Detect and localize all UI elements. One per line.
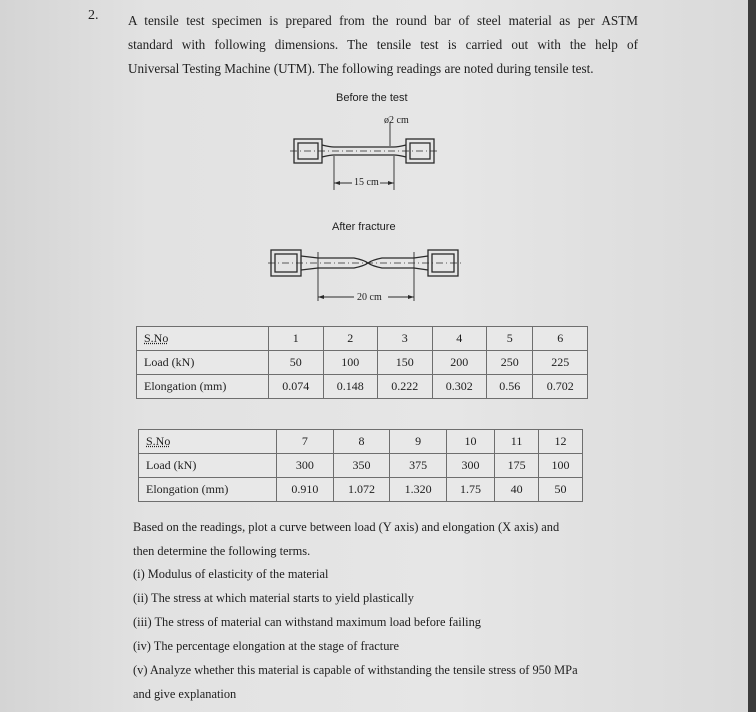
necked-top-edge — [301, 256, 428, 263]
gauge-length-label: 15 cm — [354, 177, 379, 188]
instruction-line: then determine the following terms. — [133, 544, 311, 558]
table-cell: 50 — [269, 351, 324, 375]
row-label: S.No — [137, 327, 269, 351]
after-length-label: 20 cm — [357, 292, 382, 303]
table-cell: 7 — [277, 430, 334, 454]
table-cell: 150 — [378, 351, 433, 375]
necked-bottom-edge — [301, 263, 428, 270]
row-label: Load (kN) — [139, 454, 277, 478]
task-item-2: (ii) The stress at which material starts to yield plastically — [133, 591, 414, 605]
page-edge-shadow — [748, 0, 756, 712]
table-cell: 375 — [390, 454, 447, 478]
table-cell: 4 — [432, 327, 487, 351]
table-cell: 225 — [533, 351, 588, 375]
table-cell: 8 — [333, 430, 390, 454]
table-cell: 12 — [539, 430, 583, 454]
table-cell: 5 — [487, 327, 533, 351]
table-cell: 9 — [390, 430, 447, 454]
table-cell: 0.148 — [323, 375, 378, 399]
task-item-5-continued: and give explanation — [133, 687, 237, 701]
table-cell: 0.074 — [269, 375, 324, 399]
table-cell: 1.072 — [333, 478, 390, 502]
table-cell: 300 — [277, 454, 334, 478]
table-cell: 0.302 — [432, 375, 487, 399]
table-cell: 10 — [446, 430, 494, 454]
table-cell: 11 — [495, 430, 539, 454]
table-cell: 0.910 — [277, 478, 334, 502]
table-row — [139, 454, 583, 478]
table-cell: 3 — [378, 327, 433, 351]
gauge-bottom-edge — [322, 155, 406, 157]
table-cell: 1 — [269, 327, 324, 351]
readings-table-1 — [136, 326, 588, 399]
table-cell: 1.75 — [446, 478, 494, 502]
readings-table-2 — [138, 429, 583, 502]
table-cell: 100 — [539, 454, 583, 478]
row-label: Elongation (mm) — [139, 478, 277, 502]
table-cell: 0.222 — [378, 375, 433, 399]
table-cell: 250 — [487, 351, 533, 375]
task-item-4: (iv) The percentage elongation at the stage of fracture — [133, 639, 400, 653]
table-cell: 40 — [495, 478, 539, 502]
task-item-1: (i) Modulus of elasticity of the material — [133, 567, 329, 581]
intro-line: Universal Testing Machine (UTM). The following readings are noted during tensile test. — [128, 61, 594, 76]
before-test-caption: Before the test — [336, 92, 408, 104]
table-cell: 300 — [446, 454, 494, 478]
table-cell: 2 — [323, 327, 378, 351]
table-cell: 1.320 — [390, 478, 447, 502]
table-cell: 0.56 — [487, 375, 533, 399]
task-item-5: (v) Analyze whether this material is capable of withstanding the tensile stress of 950 MPa — [133, 663, 578, 677]
table-cell: 100 — [323, 351, 378, 375]
table-cell: 175 — [495, 454, 539, 478]
intro-line: A tensile test specimen is prepared from the round bar of steel material as per ASTM — [128, 13, 638, 28]
question-number: 2. — [88, 8, 99, 23]
table-row — [139, 430, 583, 454]
intro-line: standard with following dimensions. The tensile test is carried out with the help of — [128, 37, 638, 52]
table-row — [139, 478, 583, 502]
row-label: Load (kN) — [137, 351, 269, 375]
task-item-3: (iii) The stress of material can withstand maximum load before failing — [133, 615, 481, 629]
row-label: S.No — [139, 430, 277, 454]
row-label: Elongation (mm) — [137, 375, 269, 399]
table-row — [137, 375, 588, 399]
table-cell: 6 — [533, 327, 588, 351]
table-cell: 350 — [333, 454, 390, 478]
after-fracture-caption: After fracture — [332, 221, 396, 233]
question-intro — [128, 9, 638, 81]
table-row — [137, 351, 588, 375]
table-cell: 0.702 — [533, 375, 588, 399]
instruction-line: Based on the readings, plot a curve between load (Y axis) and elongation (X axis) and — [133, 520, 560, 534]
diameter-label: ø2 cm — [384, 115, 409, 126]
table-cell: 200 — [432, 351, 487, 375]
table-row — [137, 327, 588, 351]
table-cell: 50 — [539, 478, 583, 502]
gauge-top-edge — [322, 145, 406, 147]
